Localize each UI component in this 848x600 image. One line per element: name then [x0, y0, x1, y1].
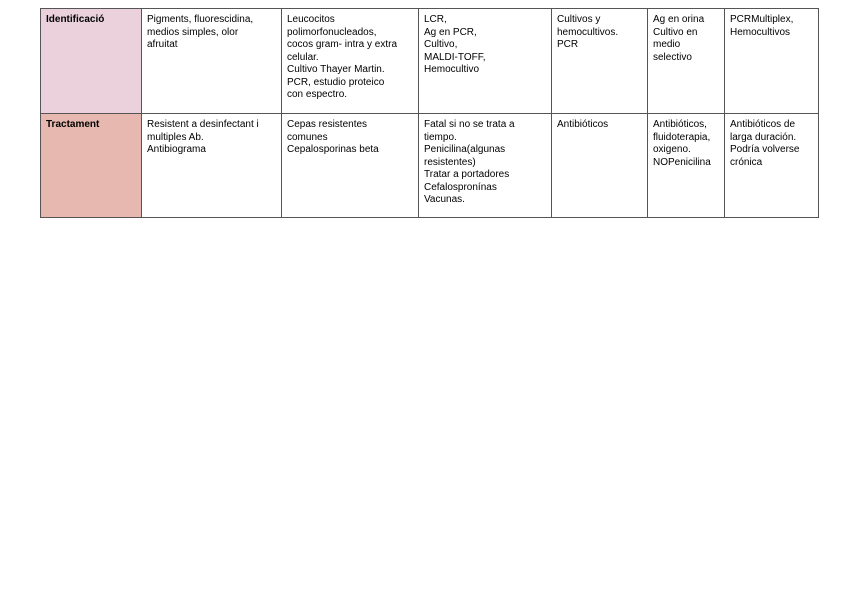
table-cell: Fatal si no se trata a tiempo. Penicilina(algunas resistentes) Tratar a portadores Cefalospronínas Vacunas.: [419, 114, 552, 218]
table-cell: Antibióticos: [552, 114, 648, 218]
table-cell: Ag en orina Cultivo en medio selectivo: [648, 9, 725, 114]
table-cell: Leucocitos polimorfonucleados, cocos gram- intra y extra celular. Cultivo Thayer Martin. PCR, estudio proteico con espectro.: [282, 9, 419, 114]
table-cell: Pigments, fluorescidina, medios simples, olor afruitat: [142, 9, 282, 114]
table-cell: Resistent a desinfectant i multiples Ab. Antibiograma: [142, 114, 282, 218]
table-cell: Antibióticos de larga duración. Podría volverse crónica: [725, 114, 819, 218]
row-header-tractament: Tractament: [41, 114, 142, 218]
row-header-identificacio: Identificació: [41, 9, 142, 114]
table-cell: Antibióticos, fluidoterapia, oxigeno. NOPenicilina: [648, 114, 725, 218]
table-row-identificacio: [41, 9, 819, 114]
table-cell: LCR, Ag en PCR, Cultivo, MALDI-TOFF, Hemocultivo: [419, 9, 552, 114]
table-cell: Cepas resistentes comunes Cepalosporinas beta: [282, 114, 419, 218]
comparison-table: [40, 8, 819, 218]
table-cell: PCRMultiplex, Hemocultivos: [725, 9, 819, 114]
table-row-tractament: [41, 114, 819, 218]
table-cell: Cultivos y hemocultivos. PCR: [552, 9, 648, 114]
